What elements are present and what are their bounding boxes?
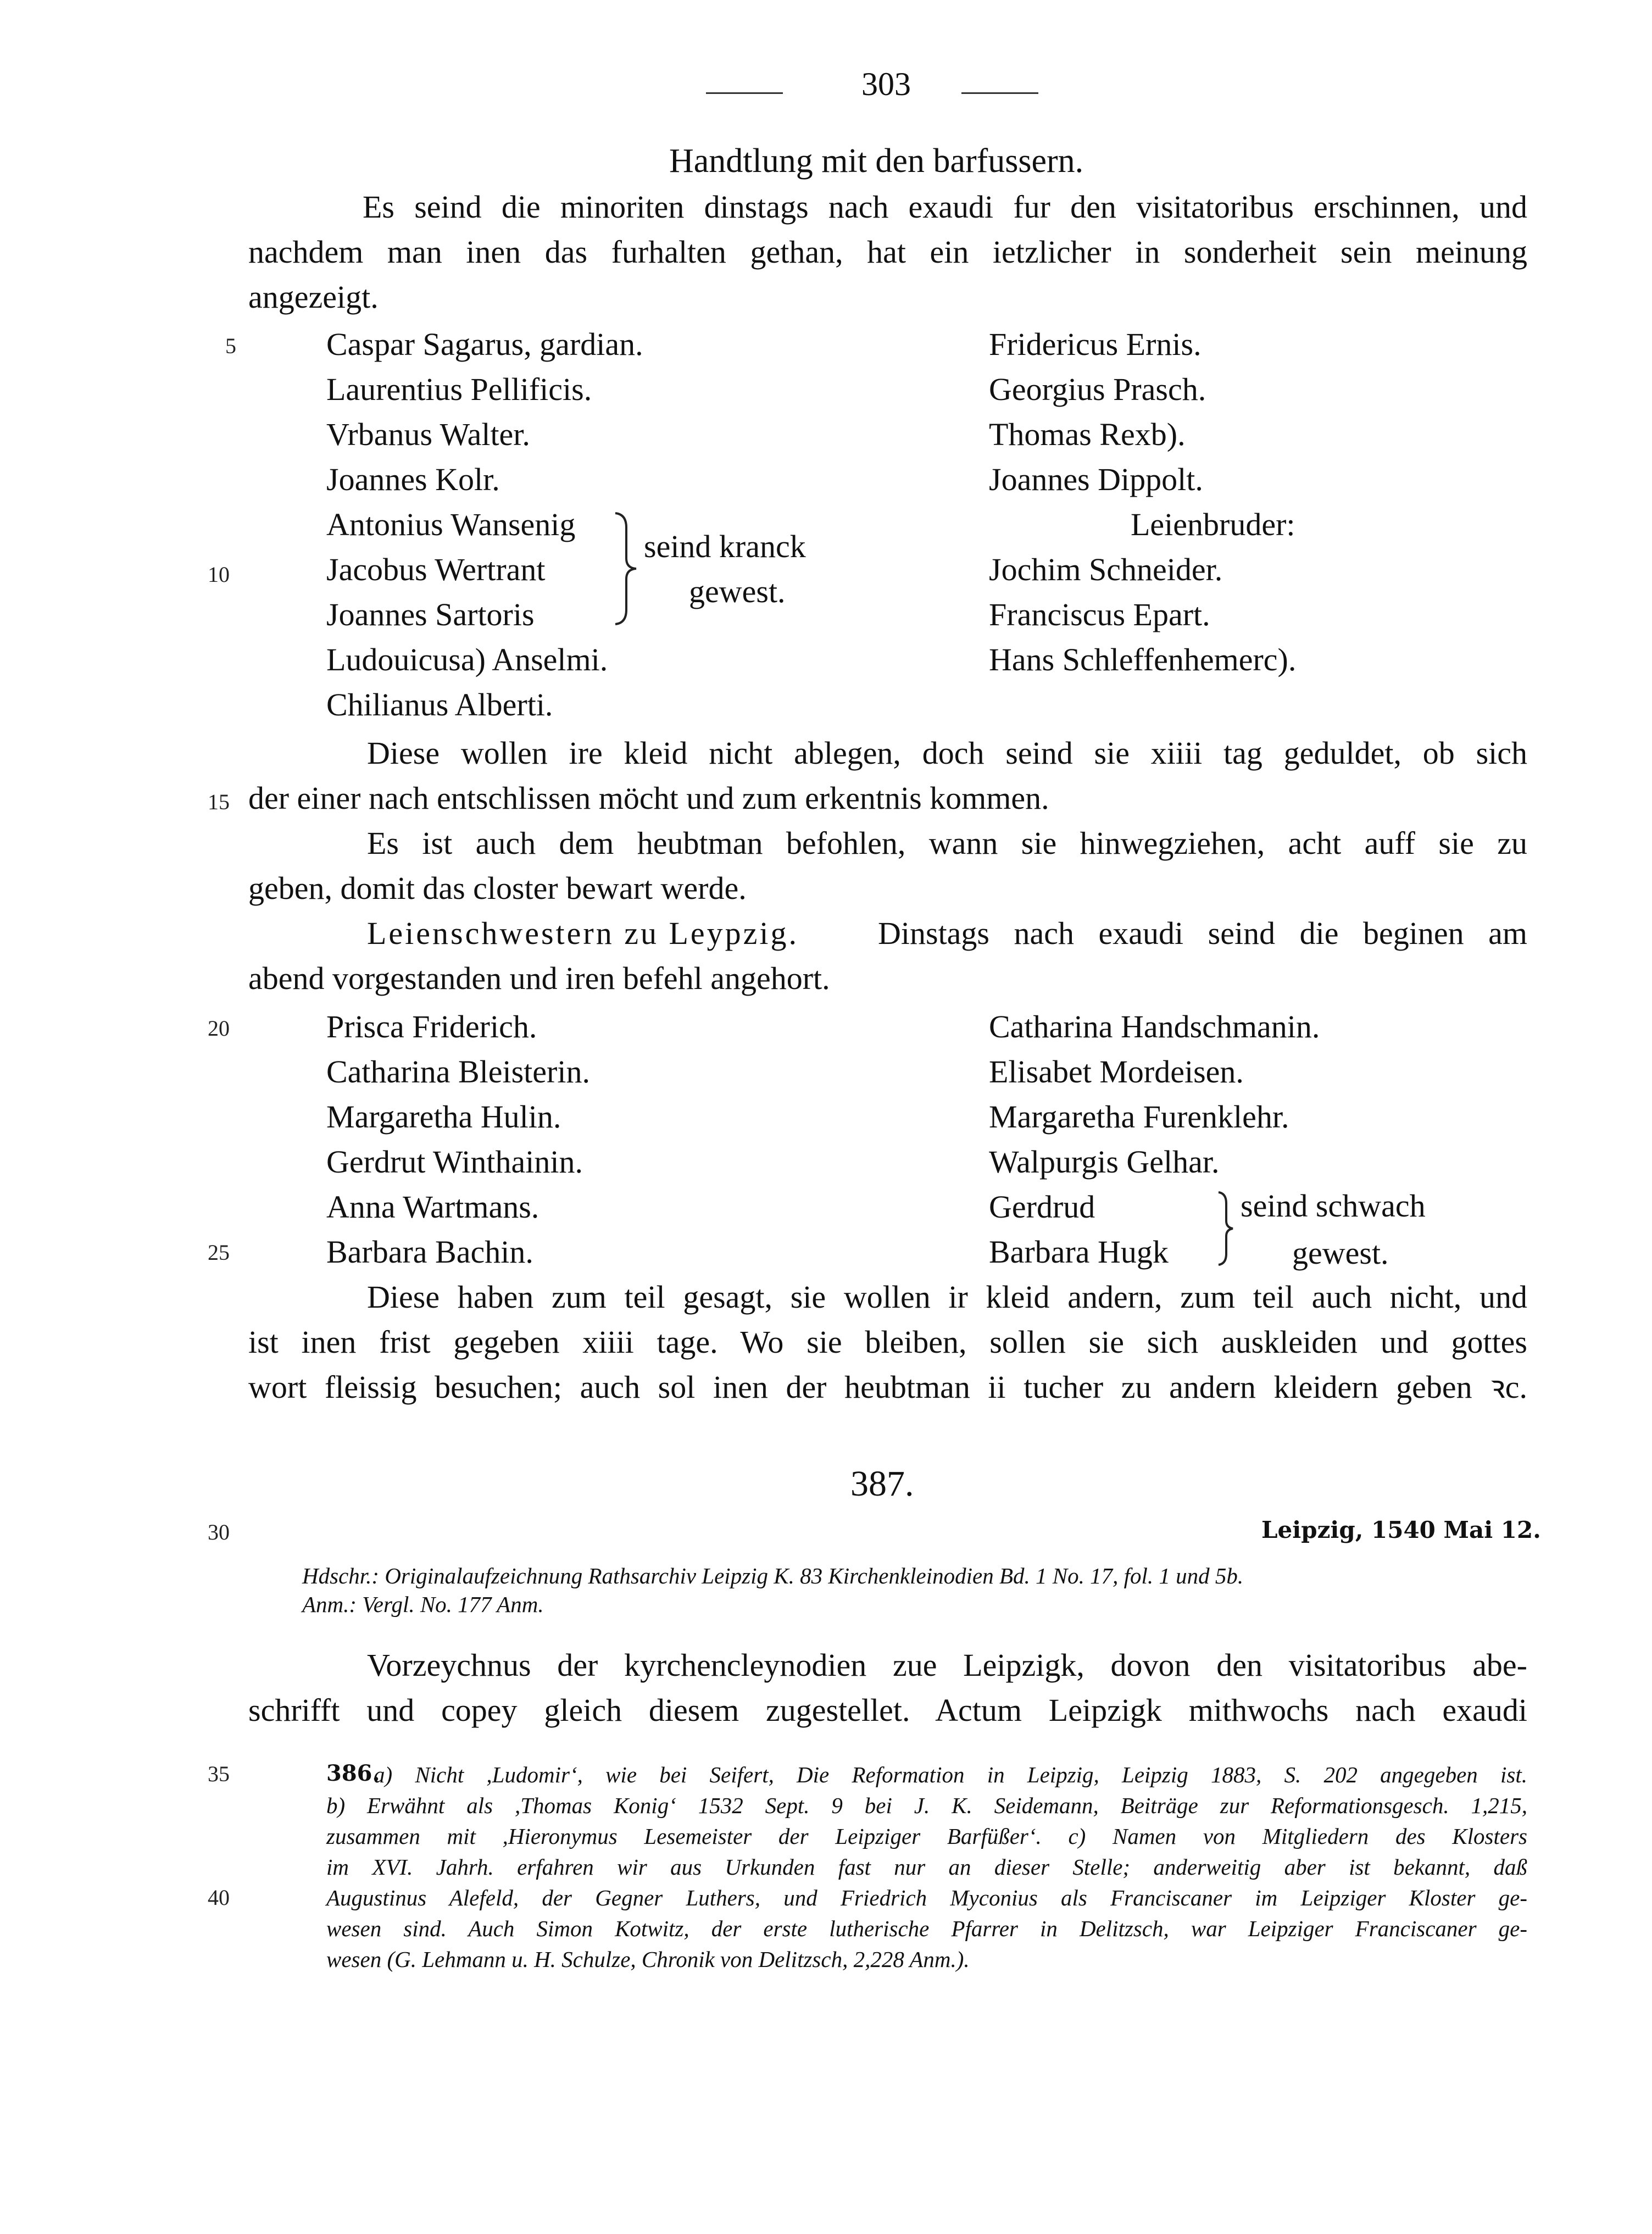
list-item: Thomas Rexb). (989, 416, 1186, 452)
list-item: Joannes Dippolt. (989, 462, 1203, 497)
footnote-label: 386. (326, 1760, 380, 1786)
list-item: Fridericus Ernis. (989, 326, 1202, 362)
list-item: Franciscus Epart. (989, 597, 1210, 632)
list-item: Prisca Friderich. (326, 1009, 537, 1044)
para-zumteil-line-1: Diese haben zum teil gesagt, sie wollen ir kleid andern, zum teil auch nicht, und (367, 1279, 1527, 1315)
list-item: Elisabet Mordeisen. (989, 1054, 1244, 1090)
curly-brace-icon (1215, 1190, 1237, 1267)
section-heading: Handtlung mit den barfussern. (669, 142, 1084, 180)
list-item: Joannes Kolr. (326, 462, 500, 497)
sisters-weak-note-line-1: seind schwach (1241, 1188, 1426, 1224)
list-subheading: Leienbruder: (1131, 507, 1295, 542)
list-item: Barbara Hugk (989, 1234, 1169, 1270)
intro-line-1: Es seind die minoriten dinstags nach exaudi fur den visitatoribus erschinnen, und (363, 189, 1527, 225)
para-zumteil-line-3: wort fleissig besuchen; auch sol inen der heubtman ii tucher zu andern kleidern geben ꝛc. (248, 1369, 1527, 1405)
para-heubtman-line-1: Es ist auch dem heubtman befohlen, wann sie hinwegziehen, acht auff sie zu (367, 825, 1527, 861)
footnote-line-7: wesen (G. Lehmann u. H. Schulze, Chronik von Delitzsch, 2,228 Anm.). (326, 1947, 970, 1972)
document-body-line-2: schrifft und copey gleich diesem zugestellet. Actum Leipzigk mithwochs nach exaudi (248, 1692, 1527, 1728)
list-item: Barbara Bachin. (326, 1234, 533, 1270)
document-place-date: Leipzig, 1540 Mai 12. (1261, 1516, 1541, 1543)
friars-sick-note-line-1: seind kranck (644, 529, 806, 564)
sisters-weak-note-line-2: gewest. (1292, 1235, 1389, 1271)
document-note: Anm.: Vergl. No. 177 Anm. (302, 1592, 544, 1617)
list-item: Margaretha Hulin. (326, 1099, 561, 1135)
para-leien-rest: Dinstags nach exaudi seind die beginen am (878, 915, 1527, 951)
line-number-25: 25 (208, 1240, 230, 1265)
line-number-20: 20 (208, 1016, 230, 1041)
footnote-line-2: b) Erwähnt als ,Thomas Konig‘ 1532 Sept. 9 bei J. K. Seidemann, Beiträge zur Reformationsgesch. 1,215, (326, 1793, 1527, 1818)
para-diese-line-1: Diese wollen ire kleid nicht ablegen, doch seind sie xiiii tag geduldet, ob sich (367, 735, 1527, 771)
friars-sick-note-line-2: gewest. (689, 574, 786, 609)
list-item: Gerdrud (989, 1189, 1095, 1225)
line-number-10: 10 (208, 562, 230, 587)
list-item: Gerdrut Winthainin. (326, 1144, 583, 1180)
para-zumteil-line-2: ist inen frist gegeben xiiii tage. Wo sie bleiben, sollen sie sich auskleiden und gottes (248, 1324, 1527, 1360)
list-item: Catharina Bleisterin. (326, 1054, 590, 1090)
document-source: Hdschr.: Originalaufzeichnung Rathsarchiv Leipzig K. 83 Kirchenkleinodien Bd. 1 No. 17, fol. 1 und 5b. (302, 1563, 1244, 1588)
line-number-35: 35 (208, 1761, 230, 1786)
footnote-line-5: Augustinus Alefeld, der Gegner Luthers, und Friedrich Myconius als Franciscaner im Leipziger Kloster ge- (326, 1885, 1527, 1910)
footnote-line-1: a) Nicht ,Ludomir‘, wie bei Seifert, Die Reformation in Leipzig, Leipzig 1883, S. 202 angegeben ist. (374, 1762, 1527, 1787)
para-leien-spaced-title: Leienschwestern zu Leypzig. (367, 915, 799, 951)
document-body-line-1: Vorzeychnus der kyrchencleynodien zue Leipzigk, dovon den visitatoribus abe- (367, 1647, 1527, 1683)
list-item: Chilianus Alberti. (326, 687, 553, 723)
intro-line-2: nachdem man inen das furhalten gethan, hat ein ietzlicher in sonderheit sein meinung (248, 234, 1527, 270)
list-item: Antonius Wansenig (326, 507, 576, 542)
list-item: Walpurgis Gelhar. (989, 1144, 1220, 1180)
para-leien-line-2: abend vorgestanden und iren befehl angehort. (248, 960, 830, 996)
list-item: Laurentius Pellificis. (326, 371, 592, 407)
header-rule-right (961, 92, 1038, 94)
para-diese-line-2: der einer nach entschlissen möcht und zum erkentnis kommen. (248, 780, 1049, 816)
list-item: Margaretha Furenklehr. (989, 1099, 1289, 1135)
line-number-40: 40 (208, 1885, 230, 1910)
list-item: Georgius Prasch. (989, 371, 1206, 407)
line-number-15: 15 (208, 790, 230, 814)
list-item: Jochim Schneider. (989, 552, 1223, 587)
list-item: Vrbanus Walter. (326, 416, 530, 452)
list-item: Hans Schleffenhemerc). (989, 642, 1297, 677)
list-item: Catharina Handschmanin. (989, 1009, 1320, 1044)
curly-brace-icon (611, 511, 644, 626)
header-rule-left (706, 92, 783, 94)
document-number: 387. (850, 1464, 914, 1504)
footnote-line-6: wesen sind. Auch Simon Kotwitz, der erste lutherische Pfarrer in Delitzsch, war Leipziger Franciscaner ge- (326, 1916, 1527, 1941)
intro-line-3: angezeigt. (248, 279, 379, 315)
line-number-30: 30 (208, 1520, 230, 1544)
footnote-line-3: zusammen mit ,Hieronymus Lesemeister der Leipziger Barfüßer‘. c) Namen von Mitgliedern des Klosters (326, 1824, 1527, 1849)
page-number: 303 (861, 66, 911, 102)
para-heubtman-line-2: geben, domit das closter bewart werde. (248, 870, 747, 906)
list-item: Caspar Sagarus, gardian. (326, 326, 643, 362)
list-item: Jacobus Wertrant (326, 552, 546, 587)
list-item: Ludouicusa) Anselmi. (326, 642, 608, 677)
list-item: Anna Wartmans. (326, 1189, 539, 1225)
list-item: Joannes Sartoris (326, 597, 535, 632)
line-number-5: 5 (225, 334, 236, 358)
footnote-line-4: im XVI. Jahrh. erfahren wir aus Urkunden fast nur an dieser Stelle; anderweitig aber ist bekannt, daß (326, 1854, 1527, 1880)
